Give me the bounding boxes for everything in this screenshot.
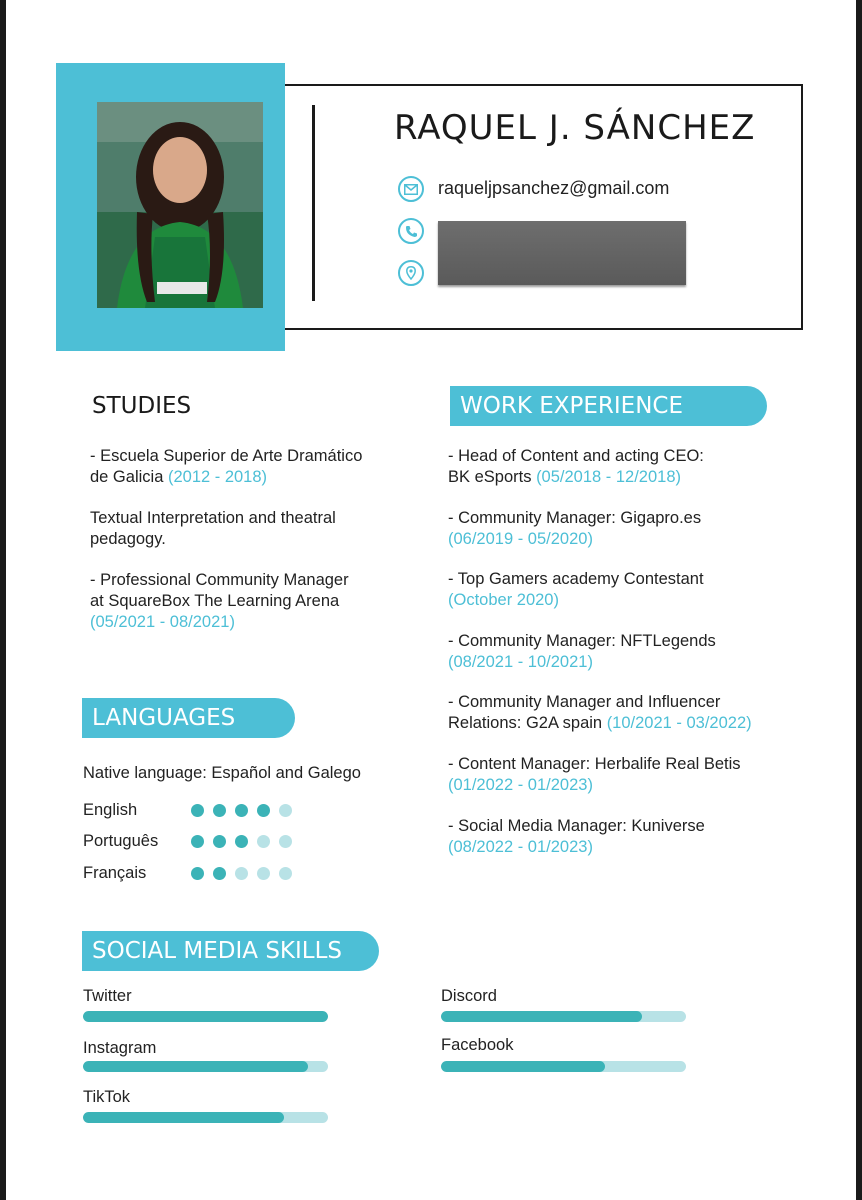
work-item [448, 569, 704, 611]
work-date: (05/2018 - 12/2018) [536, 468, 682, 486]
level-dot-filled [235, 835, 248, 848]
study-line: - Professional Community Manager [90, 571, 349, 589]
level-dot-empty [279, 835, 292, 848]
skill-name: TikTok [83, 1088, 131, 1106]
level-dot-filled [257, 804, 270, 817]
level-dot-empty [235, 867, 248, 880]
level-dot-empty [257, 835, 270, 848]
skill-name: Twitter [83, 987, 132, 1005]
language-name: Português [83, 832, 159, 850]
level-dot-empty [279, 804, 292, 817]
study-line: pedagogy. [90, 530, 166, 548]
study-line: at SquareBox The Learning Arena [90, 592, 340, 610]
skill-bar [83, 1011, 328, 1022]
study-line: de Galicia (2012 - 2018) [90, 468, 268, 486]
work-line: - Community Manager: NFTLegends [448, 632, 716, 650]
skill-bar [83, 1061, 328, 1072]
resume-page [6, 0, 856, 1200]
language-level-dots [191, 835, 292, 848]
study-line: - Escuela Superior de Arte Dramático [90, 447, 363, 465]
study-item [90, 508, 336, 550]
level-dot-filled [213, 867, 226, 880]
skill-bar-fill [441, 1011, 642, 1022]
work-line: - Top Gamers academy Contestant [448, 570, 704, 588]
header-divider [312, 105, 315, 301]
work-line: - Community Manager and Influencer [448, 693, 721, 711]
study-line: Textual Interpretation and theatral [90, 509, 336, 527]
studies-heading: STUDIES [92, 393, 192, 419]
level-dot-filled [213, 804, 226, 817]
study-item [90, 446, 362, 488]
level-dot-empty [279, 867, 292, 880]
social-skills-heading: SOCIAL MEDIA SKILLS [82, 931, 379, 971]
skill-bar-fill [83, 1011, 328, 1022]
level-dot-empty [257, 867, 270, 880]
work-item [448, 692, 752, 734]
skill-name: Instagram [83, 1039, 157, 1057]
skill-bar [83, 1112, 328, 1123]
work-line: - Head of Content and acting CEO: [448, 447, 704, 465]
envelope-icon [398, 176, 424, 202]
skill-name: Facebook [441, 1036, 514, 1054]
work-date: (08/2021 - 10/2021) [448, 653, 593, 671]
work-date: (10/2021 - 03/2022) [606, 714, 752, 732]
level-dot-filled [191, 804, 204, 817]
level-dot-filled [213, 835, 226, 848]
level-dot-filled [235, 804, 248, 817]
study-date: (05/2021 - 08/2021) [90, 613, 235, 631]
study-date: (2012 - 2018) [167, 468, 268, 486]
work-line: - Community Manager: Gigapro.es [448, 509, 702, 527]
work-item [448, 754, 741, 796]
work-line: BK eSports (05/2018 - 12/2018) [448, 468, 682, 486]
redacted-contact-block [438, 221, 686, 285]
phone-icon [398, 218, 424, 244]
work-item [448, 631, 716, 673]
level-dot-filled [191, 835, 204, 848]
language-level-dots [191, 867, 292, 880]
language-name: Français [83, 864, 147, 882]
candidate-name: RAQUEL J. SÁNCHEZ [394, 108, 756, 148]
profile-photo [97, 102, 263, 308]
work-item [448, 446, 704, 488]
work-line: - Social Media Manager: Kuniverse [448, 817, 705, 835]
study-item [90, 570, 349, 633]
work-line: - Content Manager: Herbalife Real Betis [448, 755, 741, 773]
skill-bar-fill [441, 1061, 605, 1072]
skill-bar-fill [83, 1061, 308, 1072]
native-language: Native language: Español and Galego [83, 764, 361, 782]
skill-bar-fill [83, 1112, 284, 1123]
skill-name: Discord [441, 987, 497, 1005]
email-address[interactable]: raqueljpsanchez@gmail.com [438, 178, 670, 198]
skill-bar [441, 1011, 686, 1022]
work-line: Relations: G2A spain (10/2021 - 03/2022) [448, 714, 752, 732]
work-date: (06/2019 - 05/2020) [448, 530, 593, 548]
location-pin-icon [398, 260, 424, 286]
work-date: (08/2022 - 01/2023) [448, 838, 593, 856]
work-date: (October 2020) [448, 591, 559, 609]
language-name: English [83, 801, 138, 819]
work-item [448, 816, 705, 858]
work-date: (01/2022 - 01/2023) [448, 776, 593, 794]
languages-heading: LANGUAGES [82, 698, 295, 738]
work-experience-heading: WORK EXPERIENCE [450, 386, 767, 426]
work-item [448, 508, 701, 550]
language-level-dots [191, 804, 292, 817]
skill-bar [441, 1061, 686, 1072]
level-dot-filled [191, 867, 204, 880]
